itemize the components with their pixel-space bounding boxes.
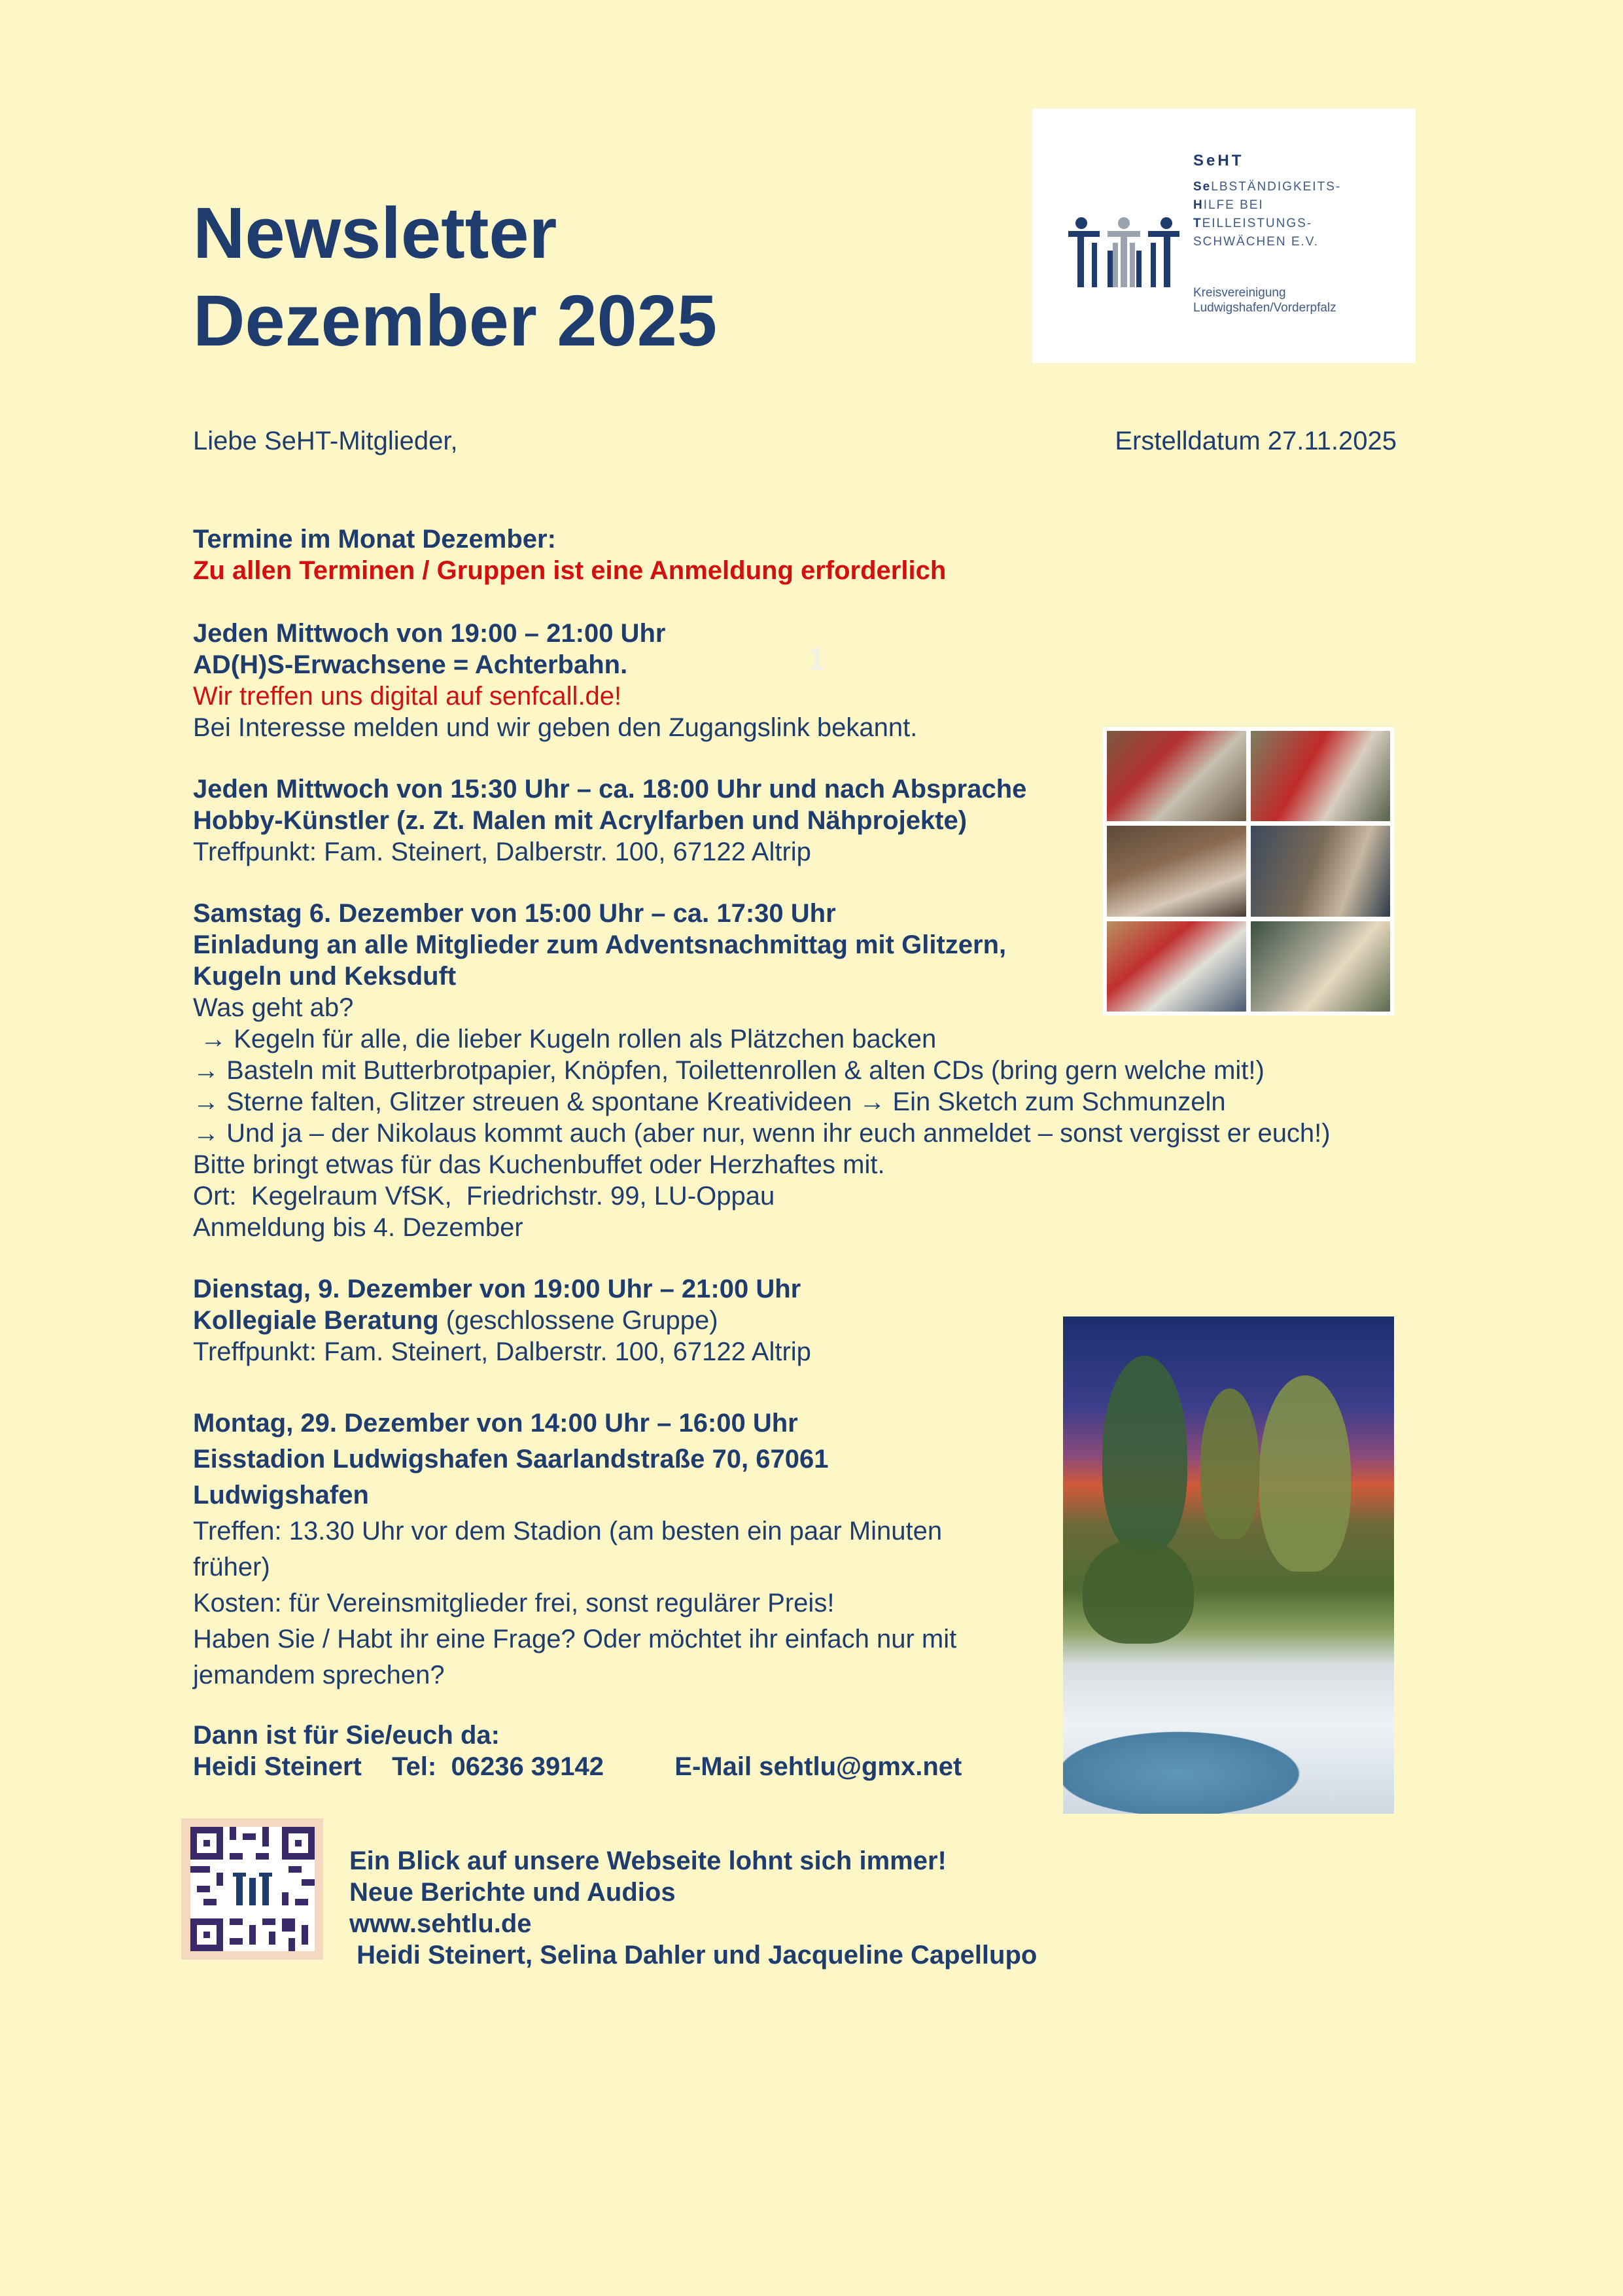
intro-section (193, 523, 946, 586)
logo-brand: SeHT (1193, 152, 1244, 169)
event-advent-title-2: Kugeln und Keksduft (193, 962, 457, 991)
event-hobby-when: Jeden Mittwoch von 15:30 Uhr – ca. 18:00 Uhr und nach Absprache (193, 775, 1027, 804)
event-adhs-title: AD(H)S-Erwachsene = Achterbahn. (193, 650, 628, 679)
event-beratung (193, 1273, 811, 1368)
website-link[interactable]: www.sehtlu.de (349, 1909, 532, 1938)
event-adhs (193, 618, 917, 743)
event-advent-when: Samstag 6. Dezember von 15:00 Uhr – ca. 17:30 Uhr (193, 899, 836, 928)
contact-heading: Dann ist für Sie/euch da: (193, 1721, 500, 1750)
logo-org-name: SeLBSTÄNDIGKEITS- HILFE BEI TEILLEISTUNGS- SCHWÄCHEN E.V. (1193, 180, 1342, 249)
event-hobby (193, 773, 1026, 868)
website-qr-code[interactable] (181, 1818, 323, 1960)
collage-photo (1107, 731, 1246, 821)
event-advent (193, 898, 1331, 1243)
event-advent-place: Ort: Kegelraum VfSK, Friedrichstr. 99, LU-Oppau (193, 1182, 775, 1210)
stray-mark: 1 (807, 641, 826, 677)
title-line-1: Newsletter (193, 193, 557, 274)
footer-authors: Heidi Steinert, Selina Dahler und Jacqueline Capellupo (349, 1941, 1038, 1969)
event-eis-when: Montag, 29. Dezember von 14:00 Uhr – 16:00 Uhr (193, 1409, 798, 1438)
newsletter-title (193, 190, 717, 365)
event-adhs-when: Jeden Mittwoch von 19:00 – 21:00 Uhr (193, 619, 666, 648)
event-beratung-title: Kollegiale Beratung (geschlossene Gruppe) (193, 1306, 718, 1335)
seht-logo (1032, 109, 1416, 363)
event-advent-item: → Sterne falten, Glitzer streuen & spontane Kreativideen → Ein Sketch zum Schmunzeln (193, 1087, 1226, 1116)
creation-date: Erstelldatum 27.11.2025 (1115, 427, 1397, 455)
event-eis-cost: Kosten: für Vereinsmitglieder frei, sonst regulärer Preis! (193, 1589, 835, 1617)
event-hobby-place: Treffpunkt: Fam. Steinert, Dalberstr. 100, 67122 Altrip (193, 838, 811, 866)
intro-heading: Termine im Monat Dezember: (193, 525, 556, 554)
event-advent-item: → Kegeln für alle, die lieber Kugeln rollen als Plätzchen backen (193, 1025, 937, 1053)
event-advent-bring: Bitte bringt etwas für das Kuchenbuffet oder Herzhaftes mit. (193, 1150, 885, 1179)
people-logo-icon (1068, 217, 1179, 289)
event-eis-meet-2: früher) (193, 1553, 270, 1581)
footer (349, 1845, 1037, 1971)
event-adhs-online: Wir treffen uns digital auf senfcall.de! (193, 682, 622, 711)
event-beratung-place: Treffpunkt: Fam. Steinert, Dalberstr. 100, 67122 Altrip (193, 1337, 811, 1366)
collage-photo (1251, 731, 1390, 821)
footer-line-1: Ein Blick auf unsere Webseite lohnt sich immer! (349, 1846, 947, 1875)
event-eis-question: Haben Sie / Habt ihr eine Frage? Oder möchtet ihr einfach nur mit (193, 1625, 957, 1653)
registration-notice: Zu allen Terminen / Gruppen ist eine Anmeldung erforderlich (193, 556, 947, 585)
title-line-2: Dezember 2025 (193, 281, 718, 361)
footer-line-2: Neue Berichte und Audios (349, 1878, 676, 1907)
event-eisstadion (193, 1405, 956, 1693)
contact-section (193, 1720, 962, 1782)
greeting: Liebe SeHT-Mitglieder, (193, 427, 458, 455)
qr-code-icon (190, 1827, 315, 1951)
logo-subtitle: Kreisvereinigung Ludwigshafen/Vorderpfalz (1193, 286, 1336, 315)
event-advent-question: Was geht ab? (193, 993, 354, 1022)
winter-painting (1063, 1316, 1394, 1814)
event-advent-item: → Basteln mit Butterbrotpapier, Knöpfen, Toilettenrollen & alten CDs (bring gern welche mit!) (193, 1056, 1265, 1085)
contact-phone: Tel: 06236 39142 (392, 1752, 604, 1781)
event-beratung-when: Dienstag, 9. Dezember von 19:00 Uhr – 21:00 Uhr (193, 1275, 801, 1303)
event-hobby-title: Hobby-Künstler (z. Zt. Malen mit Acrylfarben und Nähprojekte) (193, 806, 968, 835)
contact-email[interactable]: E-Mail sehtlu@gmx.net (674, 1752, 962, 1781)
contact-name: Heidi Steinert (193, 1752, 362, 1781)
event-eis-title: Eisstadion Ludwigshafen Saarlandstraße 70, 67061 (193, 1445, 829, 1474)
event-eis-meet: Treffen: 13.30 Uhr vor dem Stadion (am besten ein paar Minuten (193, 1517, 943, 1545)
contact-line (193, 1751, 962, 1782)
event-advent-title: Einladung an alle Mitglieder zum Adventsnachmittag mit Glitzern, (193, 930, 1007, 959)
event-adhs-info: Bei Interesse melden und wir geben den Zugangslink bekannt. (193, 713, 918, 742)
event-eis-question-2: jemandem sprechen? (193, 1661, 445, 1689)
event-eis-title-2: Ludwigshafen (193, 1481, 369, 1510)
event-advent-item: → Und ja – der Nikolaus kommt auch (aber nur, wenn ihr euch anmeldet – sonst vergisst er euch!) (193, 1119, 1331, 1148)
event-advent-deadline: Anmeldung bis 4. Dezember (193, 1213, 523, 1242)
